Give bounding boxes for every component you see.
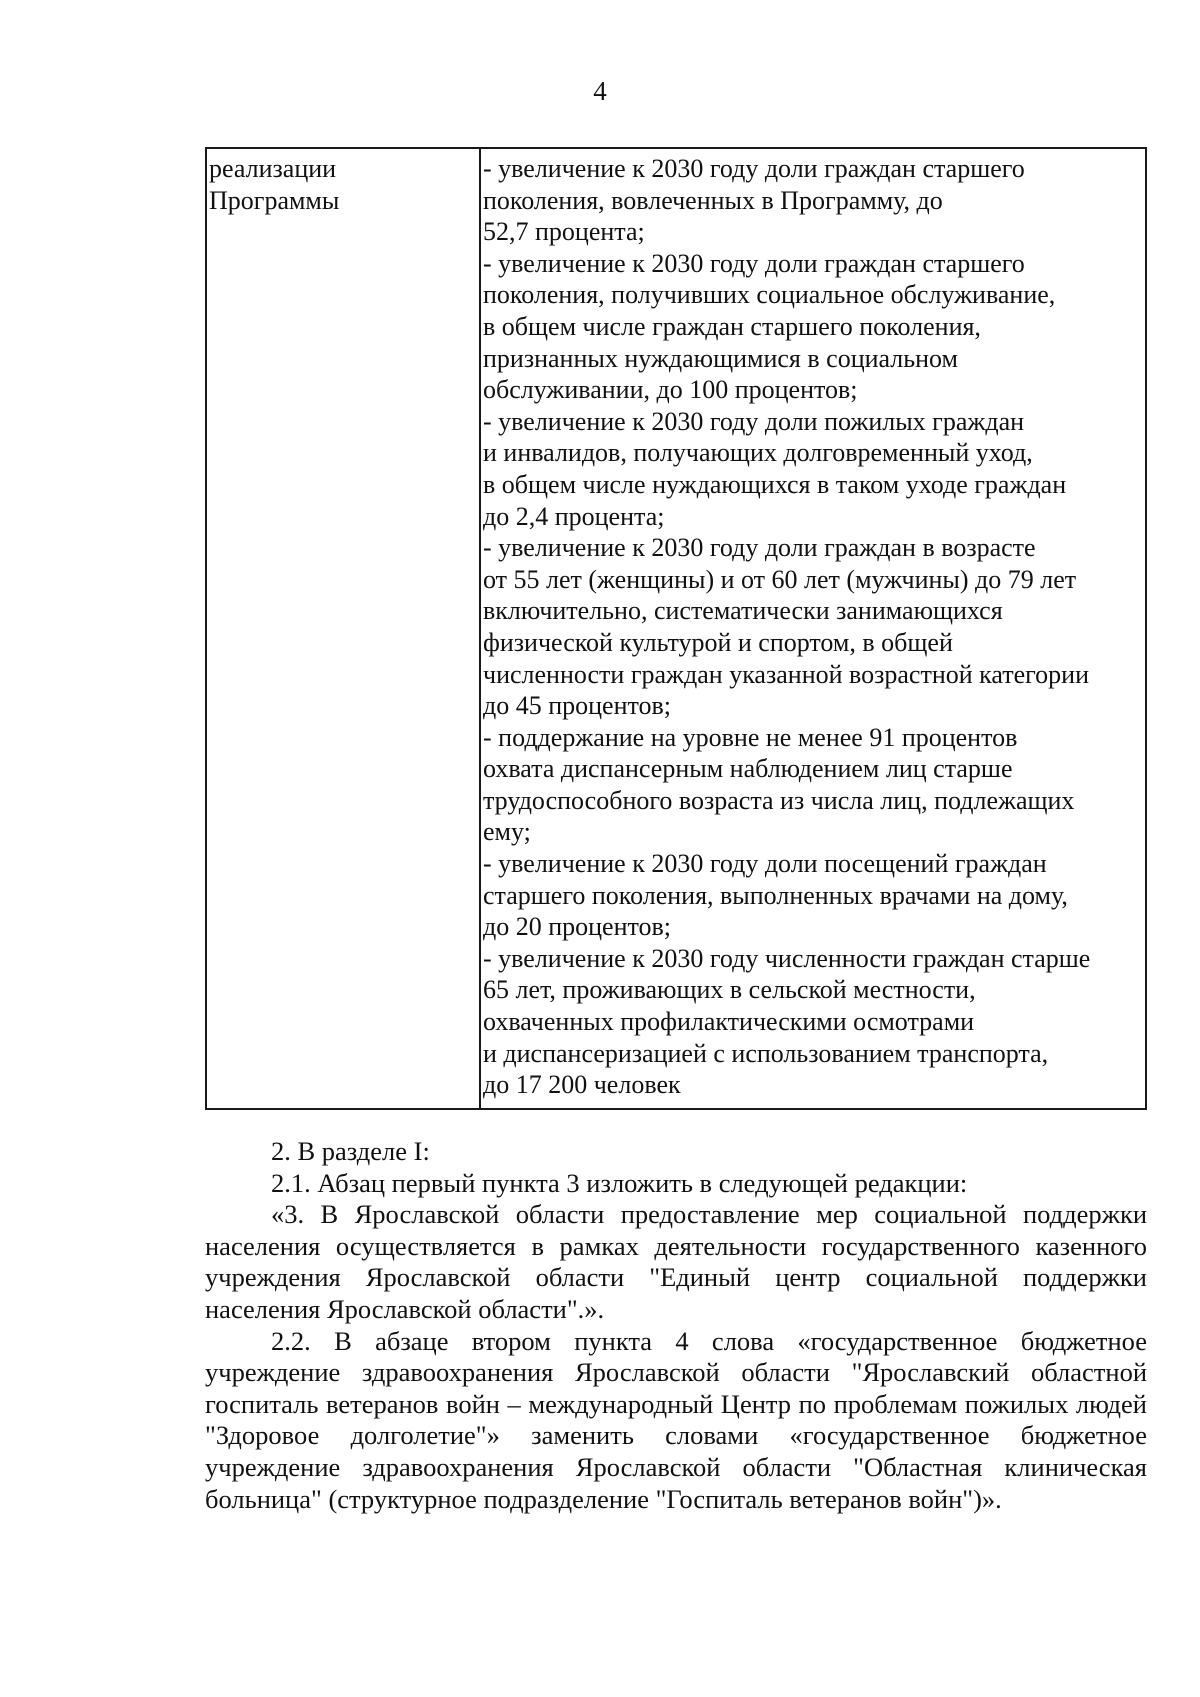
document-body xyxy=(205,1136,1147,1515)
table-content-line: охваченных профилактическими осмотрами xyxy=(483,1007,975,1037)
paragraph-section-heading: 2. В разделе I: xyxy=(271,1136,430,1166)
table-content-line: обслуживании, до 100 процентов; xyxy=(483,375,858,405)
table-content-line: и инвалидов, получающих долговременный уход, xyxy=(483,438,1033,468)
table-content-line: до 45 процентов; xyxy=(483,691,672,721)
table-content-line: - увеличение к 2030 году доли посещений граждан xyxy=(483,849,1047,879)
table-content-line: 52,7 процента; xyxy=(483,217,645,247)
table-content-line: до 20 процентов; xyxy=(483,912,672,942)
table-content-line: в общем числе граждан старшего поколения, xyxy=(483,311,981,341)
table-content-line: до 17 200 человек xyxy=(483,1070,681,1100)
paragraph-2-2: 2.2. В абзаце втором пункта 4 слова «государственное бюджетное учреждение здравоохранения Ярославской области "Ярославский областной госпиталь ветеранов войн – международный Центр по проблемам пожилых людей "Здоровое долголетие"» заменить словами «государственное бюджетное учреждение здравоохранения Ярославской области "Областная клиническая больница" (структурное подразделение "Госпиталь ветеранов войн")». xyxy=(205,1325,1147,1514)
table-content-line: 65 лет, проживающих в сельской местности, xyxy=(483,975,976,1005)
table-content-line: и диспансеризацией с использованием транспорта, xyxy=(483,1038,1049,1068)
table-content-line: признанных нуждающимися в социальном xyxy=(483,343,958,373)
table-content-line: от 55 лет (женщины) и от 60 лет (мужчины) до 79 лет xyxy=(483,564,1077,594)
table-content-line: - увеличение к 2030 году доли граждан старшего xyxy=(483,248,1025,278)
paragraph-quoted-text: «3. В Ярославской области предоставление мер социальной поддержки населения осуществляется в рамках деятельности государственного казенного учреждения Ярославской области "Единый центр социальной поддержки населения Ярославской области".». xyxy=(205,1199,1147,1324)
table-content-line: поколения, получивших социальное обслуживание, xyxy=(483,280,1056,310)
paragraph-2-1: 2.1. Абзац первый пункта 3 изложить в следующей редакции: xyxy=(271,1167,968,1198)
table-cell-content xyxy=(481,149,1145,1108)
table-content-line: численности граждан указанной возрастной категории xyxy=(483,659,1090,689)
table-cell-label xyxy=(207,149,481,1108)
table-content-line: охвата диспансерным наблюдением лиц старше xyxy=(483,754,1013,784)
table-content-line: старшего поколения, выполненных врачами на дому, xyxy=(483,880,1068,910)
table-label-line: Программы xyxy=(209,185,340,215)
table-content-line: в общем числе нуждающихся в таком уходе граждан xyxy=(483,469,1067,499)
table-content-line: - увеличение к 2030 году доли граждан в возрасте xyxy=(483,533,1036,563)
table-content-line: до 2,4 процента; xyxy=(483,501,665,531)
table-content-line: физической культурой и спортом, в общей xyxy=(483,627,953,657)
table-label-line: реализации xyxy=(209,154,337,183)
table-content-line: - поддержание на уровне не менее 91 процентов xyxy=(483,722,1018,752)
table-content-line: поколения, вовлеченных в Программу, до xyxy=(483,185,943,215)
program-table xyxy=(205,147,1147,1110)
table-content-line: ему; xyxy=(483,817,531,847)
table-content-line: включительно, систематически занимающихся xyxy=(483,596,1003,626)
table-content-line: трудоспособного возраста из числа лиц, подлежащих xyxy=(483,785,1075,815)
table-content-line: - увеличение к 2030 году доли пожилых граждан xyxy=(483,406,1025,436)
page-number: 4 xyxy=(593,76,607,106)
table-content-line: - увеличение к 2030 году численности граждан старше xyxy=(483,943,1091,973)
table-content-line: - увеличение к 2030 году доли граждан старшего xyxy=(483,154,1025,183)
